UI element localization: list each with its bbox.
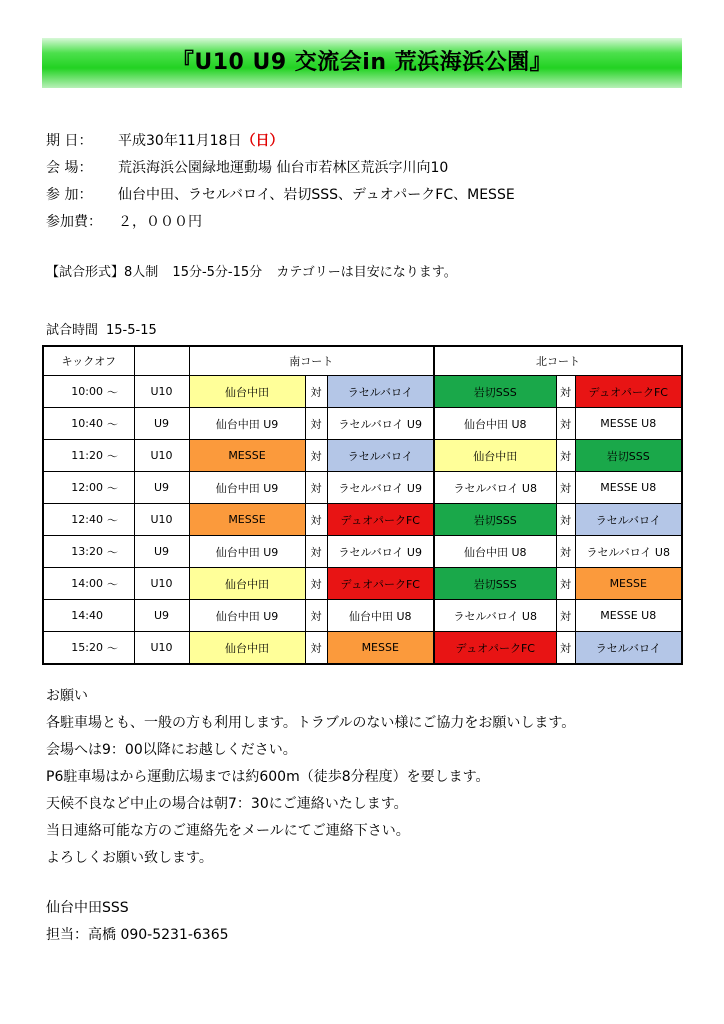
note-line: よろしくお願い致します。 bbox=[46, 850, 213, 866]
kickoff-time: 11:20 bbox=[43, 440, 107, 472]
schedule-table bbox=[42, 345, 683, 665]
north-team-2: MESSE U8 bbox=[575, 472, 682, 504]
vs-label: 対 bbox=[305, 568, 327, 600]
south-team-1: 仙台中田 U9 bbox=[189, 536, 305, 568]
vs-label: 対 bbox=[305, 536, 327, 568]
south-team-1: 仙台中田 bbox=[189, 632, 305, 665]
info-value: ２，０００円 bbox=[118, 214, 202, 230]
format-label: 【試合形式】8人制 bbox=[46, 265, 159, 280]
north-team-2: ラセルバロイ bbox=[575, 632, 682, 665]
vs-label: 対 bbox=[556, 440, 575, 472]
vs-label: 対 bbox=[556, 536, 575, 568]
notes-section bbox=[46, 683, 575, 872]
match-time bbox=[46, 319, 165, 338]
organizer-name: 仙台中田SSS bbox=[46, 900, 129, 916]
vs-label: 対 bbox=[305, 472, 327, 504]
south-team-2: MESSE bbox=[327, 632, 434, 665]
header-category bbox=[134, 346, 189, 376]
info-venue bbox=[46, 155, 515, 182]
table-row bbox=[43, 408, 682, 440]
note-line: 当日連絡可能な方のご連絡先をメールにてご連絡下さい。 bbox=[46, 823, 410, 839]
south-team-2: ラセルバロイ U9 bbox=[327, 536, 434, 568]
vs-label: 対 bbox=[305, 632, 327, 665]
match-time-label: 試合時間 bbox=[46, 323, 99, 338]
vs-label: 対 bbox=[305, 376, 327, 408]
vs-label: 対 bbox=[556, 568, 575, 600]
category-cell: U10 bbox=[134, 376, 189, 408]
vs-label: 対 bbox=[305, 408, 327, 440]
table-row bbox=[43, 472, 682, 504]
page-title: 『U10 U9 交流会in 荒浜海浜公園』 bbox=[171, 50, 553, 75]
time-tilde: ～ bbox=[107, 536, 134, 568]
table-row bbox=[43, 632, 682, 665]
north-team-2: MESSE U8 bbox=[575, 600, 682, 632]
category-cell: U9 bbox=[134, 408, 189, 440]
time-tilde: ～ bbox=[107, 504, 134, 536]
kickoff-time: 14:40 bbox=[43, 600, 107, 632]
match-format bbox=[46, 261, 467, 280]
header-south-court: 南コート bbox=[189, 346, 434, 376]
info-fee bbox=[46, 209, 515, 236]
contact-person: 担当：高橋 090-5231-6365 bbox=[46, 927, 229, 943]
kickoff-time: 13:20 bbox=[43, 536, 107, 568]
info-value: 荒浜海浜公園緑地運動場 仙台市若林区荒浜字川向10 bbox=[118, 160, 449, 176]
south-team-1: 仙台中田 bbox=[189, 568, 305, 600]
info-label: 会 場： bbox=[46, 160, 93, 176]
time-tilde: ～ bbox=[107, 632, 134, 665]
format-duration: 15分-5分-15分 bbox=[172, 265, 263, 280]
north-team-1: ラセルバロイ U8 bbox=[434, 600, 556, 632]
table-row bbox=[43, 440, 682, 472]
format-note: カテゴリーは目安になります。 bbox=[276, 265, 457, 280]
table-row bbox=[43, 536, 682, 568]
category-cell: U9 bbox=[134, 536, 189, 568]
category-cell: U10 bbox=[134, 568, 189, 600]
category-cell: U10 bbox=[134, 632, 189, 665]
south-team-1: 仙台中田 U9 bbox=[189, 472, 305, 504]
info-value: 平成30年11月18日 bbox=[118, 133, 242, 149]
south-team-1: MESSE bbox=[189, 440, 305, 472]
north-team-1: 岩切SSS bbox=[434, 504, 556, 536]
vs-label: 対 bbox=[556, 600, 575, 632]
vs-label: 対 bbox=[556, 376, 575, 408]
info-label: 参 加： bbox=[46, 187, 93, 203]
time-tilde: ～ bbox=[107, 408, 134, 440]
south-team-2: デュオパークFC bbox=[327, 504, 434, 536]
north-team-1: 岩切SSS bbox=[434, 376, 556, 408]
notes-heading: お願い bbox=[46, 688, 88, 704]
table-row bbox=[43, 600, 682, 632]
vs-label: 対 bbox=[556, 632, 575, 665]
north-team-2: デュオパークFC bbox=[575, 376, 682, 408]
north-team-1: 仙台中田 bbox=[434, 440, 556, 472]
note-line: P6駐車場はから運動広場までは約600m（徒歩8分程度）を要します。 bbox=[46, 769, 490, 785]
south-team-2: 仙台中田 U8 bbox=[327, 600, 434, 632]
time-tilde: ～ bbox=[107, 440, 134, 472]
info-label: 参加費： bbox=[46, 214, 102, 230]
south-team-2: デュオパークFC bbox=[327, 568, 434, 600]
time-tilde: ～ bbox=[107, 376, 134, 408]
header-kickoff: キックオフ bbox=[43, 346, 134, 376]
south-team-2: ラセルバロイ U9 bbox=[327, 472, 434, 504]
kickoff-time: 14:00 bbox=[43, 568, 107, 600]
kickoff-time: 12:00 bbox=[43, 472, 107, 504]
north-team-1: 仙台中田 U8 bbox=[434, 408, 556, 440]
south-team-2: ラセルバロイ U9 bbox=[327, 408, 434, 440]
south-team-2: ラセルバロイ bbox=[327, 376, 434, 408]
south-team-1: 仙台中田 U9 bbox=[189, 600, 305, 632]
vs-label: 対 bbox=[305, 440, 327, 472]
category-cell: U9 bbox=[134, 472, 189, 504]
weekday-badge: （日） bbox=[241, 133, 284, 149]
vs-label: 対 bbox=[305, 504, 327, 536]
north-team-1: 仙台中田 U8 bbox=[434, 536, 556, 568]
table-row bbox=[43, 568, 682, 600]
kickoff-time: 10:00 bbox=[43, 376, 107, 408]
kickoff-time: 12:40 bbox=[43, 504, 107, 536]
south-team-2: ラセルバロイ bbox=[327, 440, 434, 472]
north-team-2: MESSE U8 bbox=[575, 408, 682, 440]
north-team-1: 岩切SSS bbox=[434, 568, 556, 600]
north-team-2: ラセルバロイ U8 bbox=[575, 536, 682, 568]
header-north-court: 北コート bbox=[434, 346, 682, 376]
note-line: 各駐車場とも、一般の方も利用します。トラブルのない様にご協力をお願いします。 bbox=[46, 715, 576, 731]
category-cell: U9 bbox=[134, 600, 189, 632]
vs-label: 対 bbox=[556, 504, 575, 536]
table-row bbox=[43, 504, 682, 536]
north-team-2: MESSE bbox=[575, 568, 682, 600]
time-tilde: ～ bbox=[107, 472, 134, 504]
south-team-1: MESSE bbox=[189, 504, 305, 536]
south-team-1: 仙台中田 U9 bbox=[189, 408, 305, 440]
title-banner bbox=[42, 38, 682, 88]
event-info bbox=[46, 128, 515, 236]
north-team-1: デュオパークFC bbox=[434, 632, 556, 665]
kickoff-time: 15:20 bbox=[43, 632, 107, 665]
vs-label: 対 bbox=[556, 408, 575, 440]
info-value: 仙台中田、ラセルバロイ、岩切SSS、デュオパークFC、MESSE bbox=[118, 187, 515, 203]
time-tilde: ～ bbox=[107, 568, 134, 600]
info-participants bbox=[46, 182, 515, 209]
kickoff-time: 10:40 bbox=[43, 408, 107, 440]
footer-contact bbox=[46, 895, 229, 949]
table-header-row bbox=[43, 346, 682, 376]
info-label: 期 日： bbox=[46, 133, 93, 149]
category-cell: U10 bbox=[134, 504, 189, 536]
note-line: 会場へは9：00以降にお越しください。 bbox=[46, 742, 297, 758]
vs-label: 対 bbox=[556, 472, 575, 504]
south-team-1: 仙台中田 bbox=[189, 376, 305, 408]
note-line: 天候不良など中止の場合は朝7：30にご連絡いたします。 bbox=[46, 796, 408, 812]
north-team-2: 岩切SSS bbox=[575, 440, 682, 472]
table-row bbox=[43, 376, 682, 408]
north-team-2: ラセルバロイ bbox=[575, 504, 682, 536]
info-date bbox=[46, 128, 515, 155]
match-time-value: 15-5-15 bbox=[106, 323, 157, 338]
category-cell: U10 bbox=[134, 440, 189, 472]
north-team-1: ラセルバロイ U8 bbox=[434, 472, 556, 504]
vs-label: 対 bbox=[305, 600, 327, 632]
time-tilde bbox=[107, 600, 134, 632]
